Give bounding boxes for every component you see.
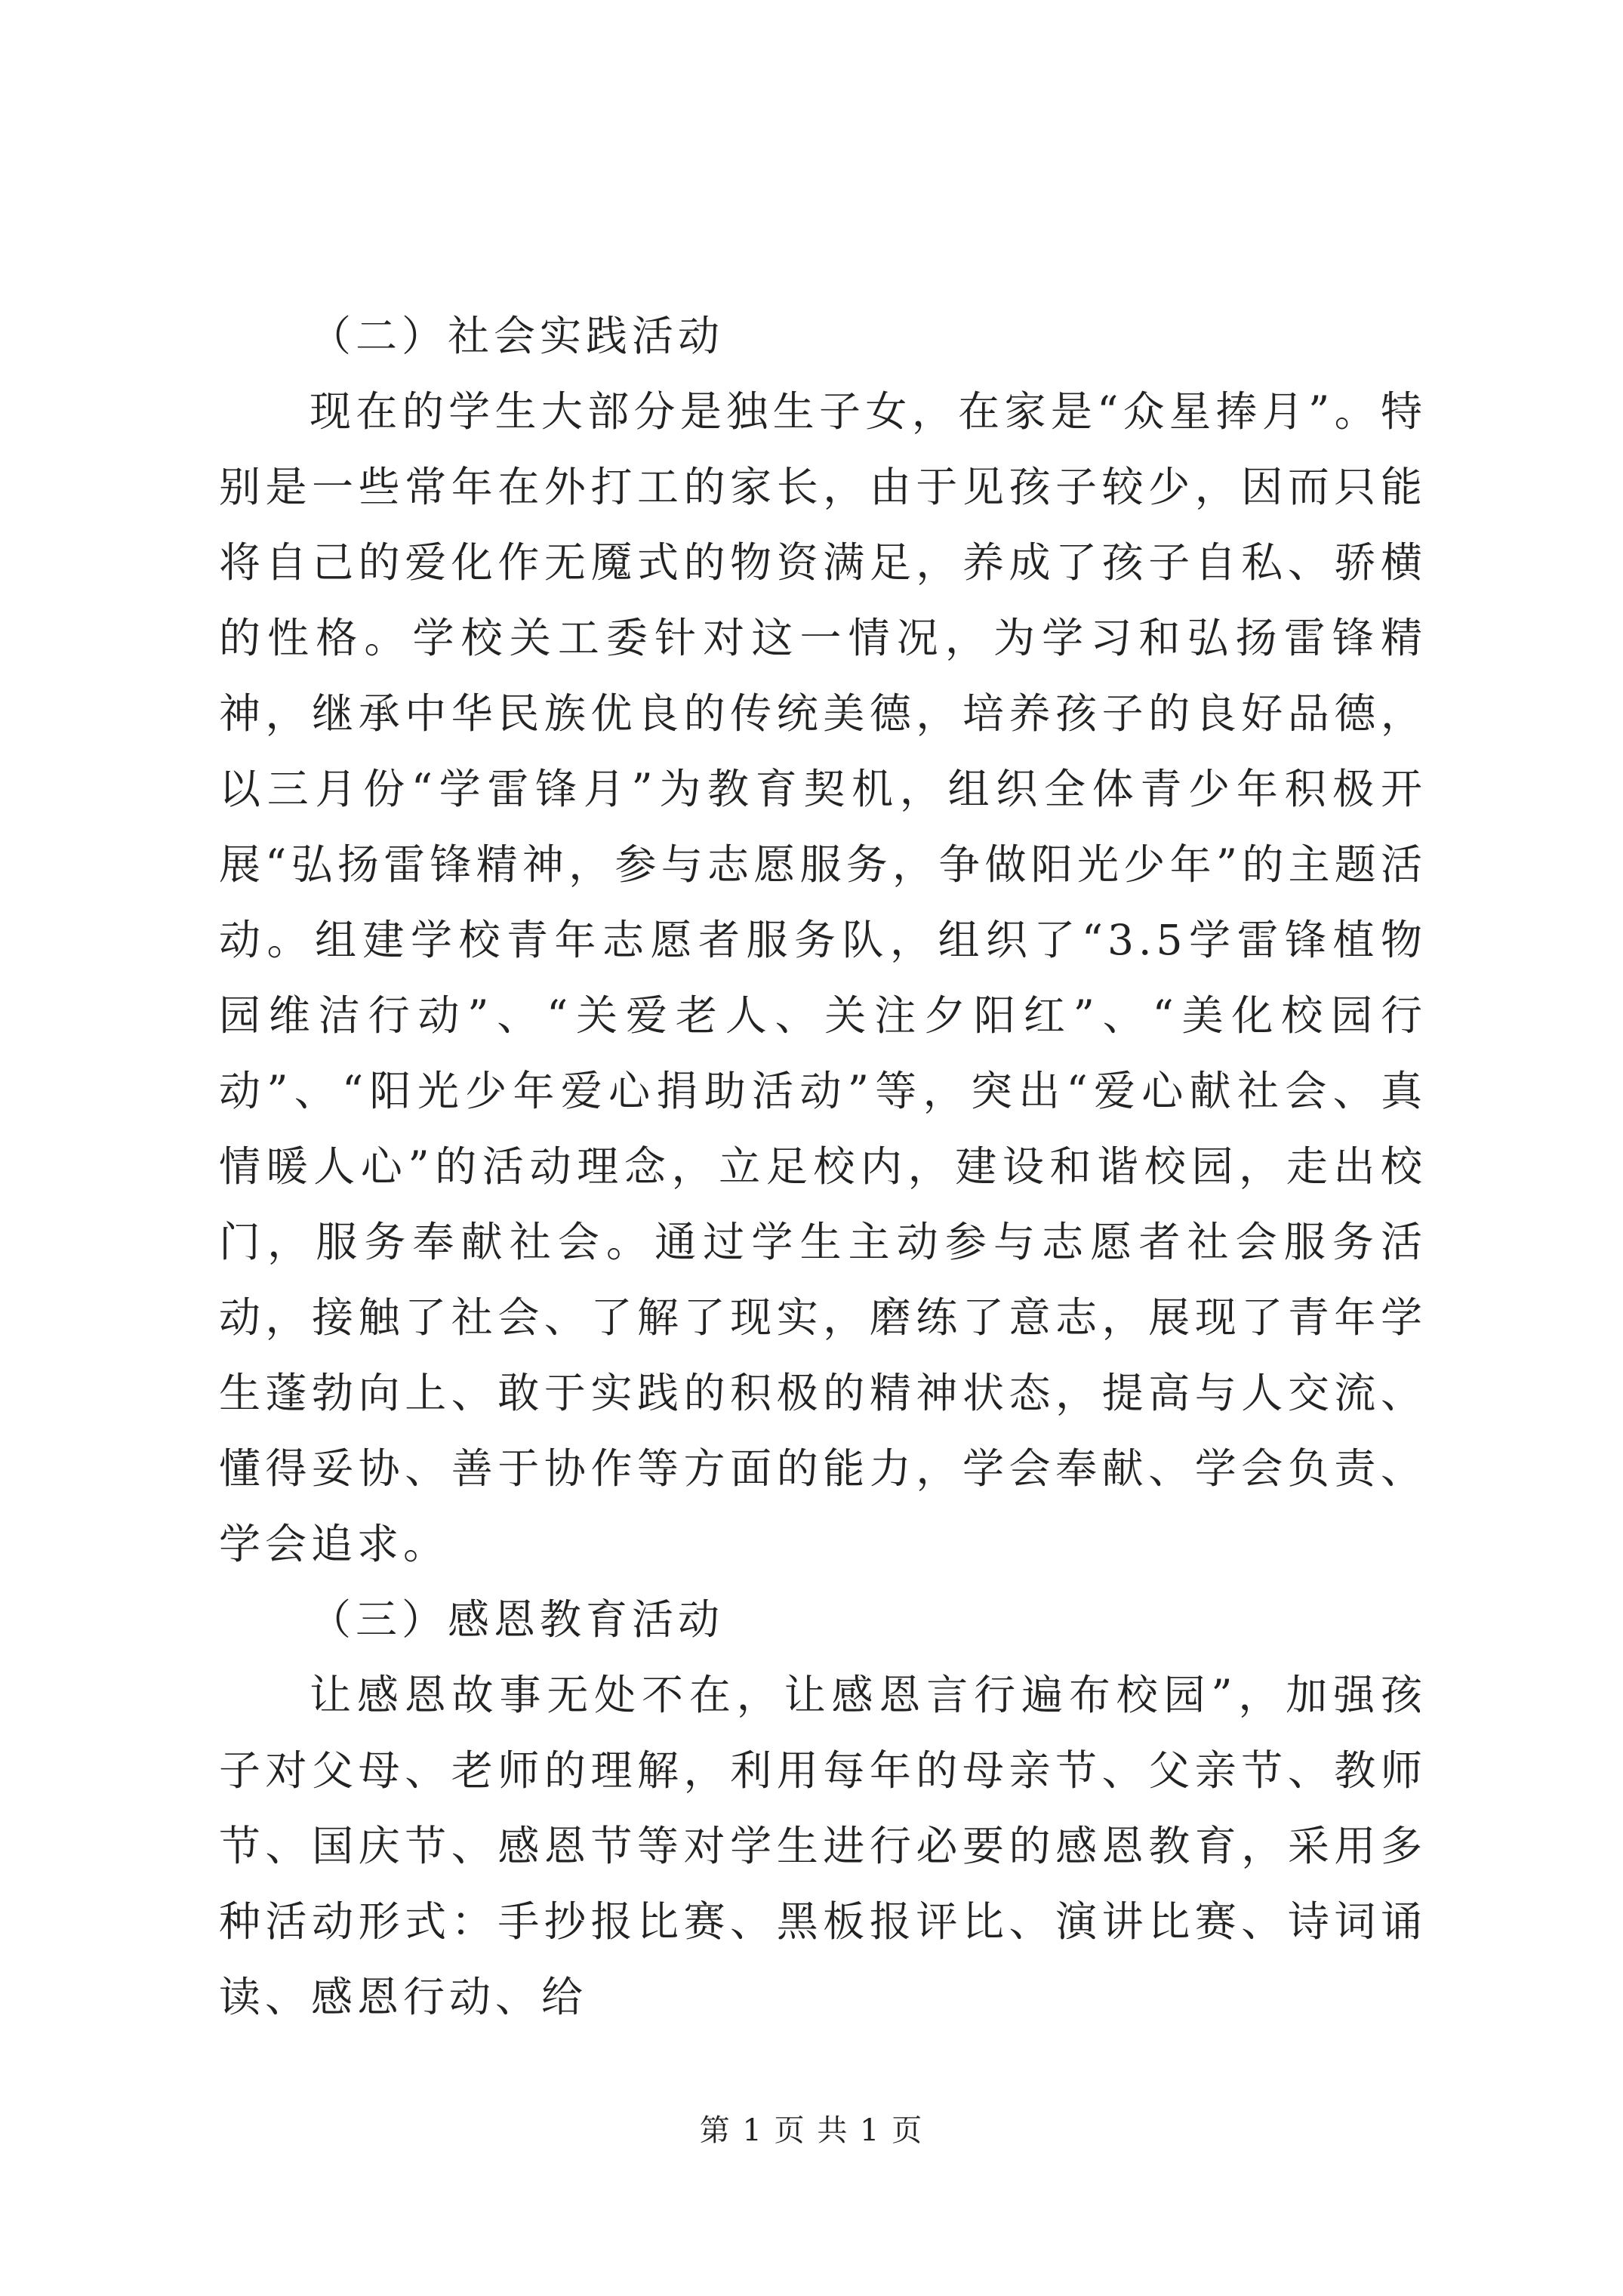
document-body — [219, 298, 1427, 2035]
section-heading-social-practice: （二）社会实践活动 — [310, 312, 725, 360]
section-heading-gratitude-education: （三）感恩教育活动 — [310, 1595, 725, 1644]
paragraph-gratitude-education: 让感恩故事无处不在，让感恩言行遍布校园”，加强孩子对父母、老师的理解，利用每年的母亲节、父亲节、教师节、国庆节、感恩节等对学生进行必要的感恩教育，采用多种活动形式：手抄报比赛、黑板报评比、演讲比赛、诗词诵读、感恩行动、给 — [219, 1671, 1427, 2021]
page-number-footer: 第 1 页 共 1 页 — [699, 2113, 924, 2148]
paragraph-social-practice: 现在的学生大部分是独生子女，在家是“众星捧月”。特别是一些常年在外打工的家长，由于见孩子较少，因而只能将自己的爱化作无魇式的物资满足，养成了孩子自私、骄横的性格。学校关工委针对这一情况，为学习和弘扬雷锋精神，继承中华民族优良的传统美德，培养孩子的良好品德，以三月份“学雷锋月”为教育契机，组织全体青少年积极开展“弘扬雷锋精神，参与志愿服务，争做阳光少年”的主题活动。组建学校青年志愿者服务队，组织了“3.5学雷锋植物园维洁行动”、“关爱老人、关注夕阳红”、“美化校园行动”、“阳光少年爱心捐助活动”等，突出“爱心献社会、真情暖人心”的活动理念，立足校内，建设和谐校园，走出校门，服务奉献社会。通过学生主动参与志愿者社会服务活动，接触了社会、了解了现实，磨练了意志，展现了青年学生蓬勃向上、敢于实践的积极的精神状态，提高与人交流、懂得妥协、善于协作等方面的能力，学会奉献、学会负责、学会追求。 — [219, 387, 1427, 1568]
